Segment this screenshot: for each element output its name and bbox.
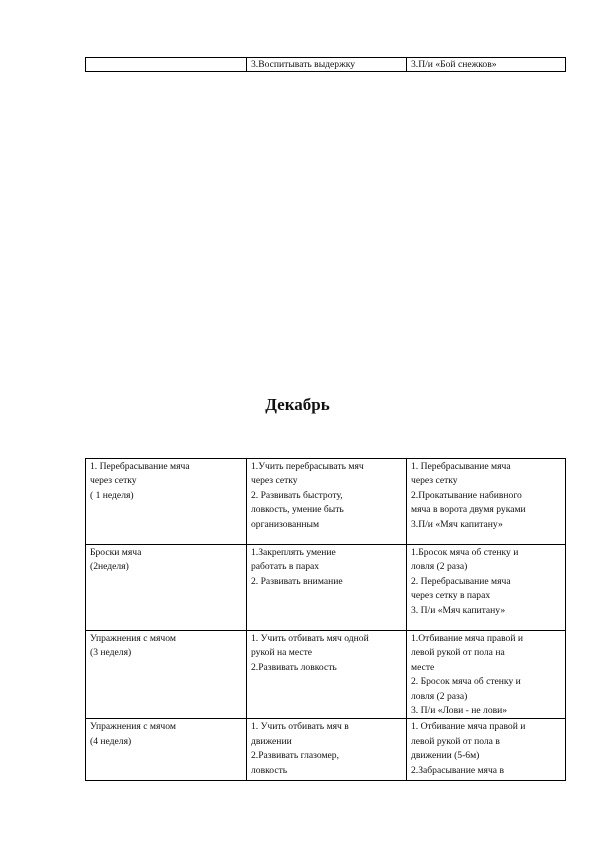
cell-text-line: организованным bbox=[251, 518, 320, 530]
table-cell bbox=[247, 58, 407, 72]
cell-text-line: (3 неделя) bbox=[90, 647, 132, 659]
cell-text-line: 3.Воспитывать выдержку bbox=[251, 59, 356, 70]
cell-text-line: Броски мяча bbox=[90, 547, 142, 558]
cell-text-line: ловкость bbox=[251, 764, 288, 776]
cell-text-line: через сетку в парах bbox=[411, 590, 491, 602]
cell-text-line: рукой на месте bbox=[251, 647, 313, 659]
cell-text-line: через сетку bbox=[90, 475, 137, 487]
exercises-cell bbox=[407, 631, 566, 719]
cell-text-line: 3. П/и «Лови - не лови» bbox=[411, 705, 508, 717]
cell-text-line: 3.П/и «Мяч капитану» bbox=[411, 518, 503, 530]
goals-cell bbox=[247, 631, 407, 719]
cell-text-line: ловкость, умение быть bbox=[251, 504, 344, 516]
cell-text-line: движении bbox=[251, 735, 292, 747]
exercises-cell bbox=[407, 719, 566, 781]
previous-month-table-fragment bbox=[85, 57, 566, 72]
topic-cell bbox=[86, 719, 247, 781]
cell-text-line: 1. Отбивание мяча правой и bbox=[411, 721, 526, 733]
topic-cell bbox=[86, 631, 247, 719]
cell-text-line: (4 неделя) bbox=[90, 735, 132, 747]
goals-cell bbox=[247, 719, 407, 781]
table-row bbox=[86, 459, 566, 545]
topic-cell bbox=[86, 545, 247, 631]
cell-text-line: 2. Развивать быстроту, bbox=[251, 489, 343, 501]
cell-text-line: 2.Забрасывание мяча в bbox=[411, 764, 504, 776]
cell-text-line: мяча в ворота двумя руками bbox=[411, 504, 526, 516]
table-row bbox=[86, 545, 566, 631]
december-plan-table bbox=[85, 458, 566, 781]
cell-text-line: месте bbox=[411, 661, 435, 673]
table-cell bbox=[86, 58, 247, 72]
cell-text-line: 3. П/и «Мяч капитану» bbox=[411, 604, 506, 616]
cell-text-line: 1.Бросок мяча об стенку и bbox=[411, 547, 519, 558]
table-row bbox=[86, 719, 566, 781]
table-cell bbox=[407, 58, 566, 72]
goals-cell bbox=[247, 459, 407, 545]
cell-text-line: работать в парах bbox=[251, 561, 320, 573]
cell-text-line: ловля (2 раза) bbox=[411, 690, 468, 702]
cell-text-line: (2неделя) bbox=[90, 561, 129, 573]
topic-cell bbox=[86, 459, 247, 545]
page-title: Декабрь bbox=[265, 395, 330, 414]
exercises-cell bbox=[407, 459, 566, 545]
cell-text-line: 2. Бросок мяча об стенку и bbox=[411, 676, 521, 688]
cell-text-line: 1. Учить отбивать мяч в bbox=[251, 721, 349, 733]
cell-text-line: 2.Развивать глазомер, bbox=[251, 750, 339, 762]
cell-text-line: Упражнения с мячом bbox=[90, 721, 176, 733]
cell-text-line: левой рукой от пола на bbox=[411, 647, 505, 659]
cell-text-line: 1. Перебрасывание мяча bbox=[411, 461, 511, 472]
cell-text-line: 2. Развивать внимание bbox=[251, 575, 343, 587]
cell-text-line: 1.Учить перебрасывать мяч bbox=[251, 461, 364, 472]
cell-text-line: 1. Перебрасывание мяча bbox=[90, 461, 190, 472]
cell-text-line: 1.Отбивание мяча правой и bbox=[411, 633, 524, 644]
cell-text-line: через сетку bbox=[251, 475, 298, 487]
cell-text-line: ловля (2 раза) bbox=[411, 561, 468, 573]
cell-text-line: 2.Развивать ловкость bbox=[251, 661, 337, 673]
cell-text-line: 2.Прокатывание набивного bbox=[411, 489, 522, 501]
cell-text-line: 3.П/и «Бой снежков» bbox=[411, 59, 497, 70]
cell-text-line: Упражнения с мячом bbox=[90, 633, 176, 644]
table-row bbox=[86, 631, 566, 719]
cell-text-line: 1. Учить отбивать мяч одной bbox=[251, 633, 369, 644]
goals-cell bbox=[247, 545, 407, 631]
cell-text-line: движении (5-6м) bbox=[411, 750, 480, 762]
table-row bbox=[86, 58, 566, 72]
exercises-cell bbox=[407, 545, 566, 631]
cell-text-line: левой рукой от пола в bbox=[411, 735, 500, 747]
cell-text-line: 2. Перебрасывание мяча bbox=[411, 575, 511, 587]
cell-text-line: ( 1 неделя) bbox=[90, 489, 134, 501]
cell-text-line: через сетку bbox=[411, 475, 458, 487]
cell-text-line: 1.Закреплять умение bbox=[251, 547, 336, 558]
